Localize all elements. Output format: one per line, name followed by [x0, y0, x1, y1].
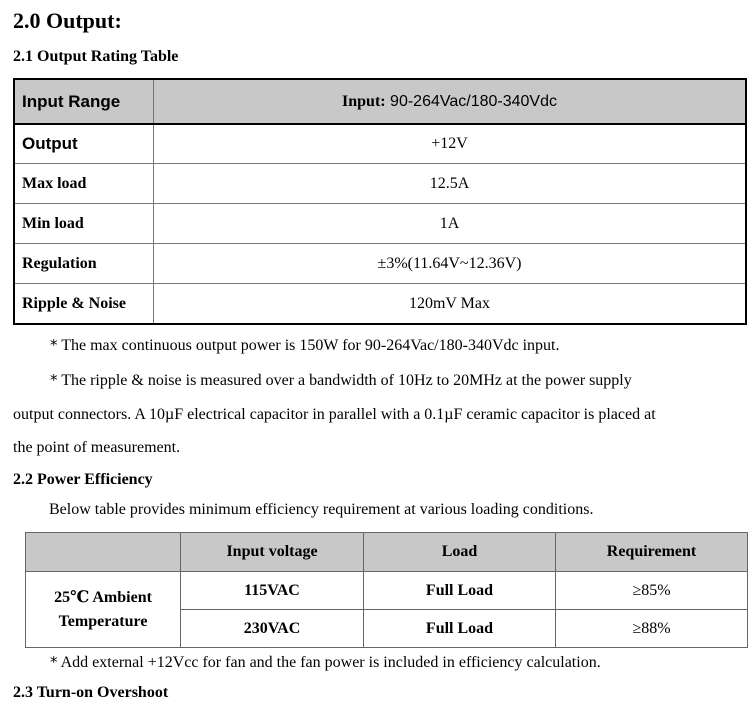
note-ripple — [50, 371, 632, 390]
input-prefix: Input: — [342, 92, 386, 110]
rating-header-row — [14, 79, 746, 124]
row-label: Max load — [14, 164, 154, 204]
asterisk-icon: * — [50, 371, 58, 389]
input-range-value — [154, 79, 747, 124]
asterisk-icon: * — [50, 653, 58, 671]
header-requirement: Requirement — [556, 533, 748, 572]
condition-line: Temperature — [58, 612, 148, 630]
efficiency-heading: 2.2 Power Efficiency — [13, 471, 153, 488]
load-cell: Full Load — [364, 610, 556, 648]
voltage-cell: 115VAC — [181, 572, 364, 610]
efficiency-header-row — [26, 533, 748, 572]
efficiency-intro: Below table provides minimum efficiency requirement at various loading conditions. — [49, 501, 594, 518]
rating-heading: 2.1 Output Rating Table — [13, 48, 179, 65]
ambient-condition — [26, 572, 181, 648]
note-text: The ripple & noise is measured over a bandwidth of 10Hz to 20MHz at the power supply — [57, 372, 632, 389]
input-range-label: Input Range — [14, 79, 154, 124]
header-blank — [26, 533, 181, 572]
load-cell: Full Load — [364, 572, 556, 610]
table-row — [14, 244, 746, 284]
table-row — [14, 124, 746, 164]
asterisk-icon: * — [50, 336, 58, 354]
requirement-cell: ≥85% — [556, 572, 748, 610]
input-range-text: 90-264Vac/180-340Vdc — [385, 92, 557, 110]
note-ripple-line3: the point of measurement. — [13, 439, 181, 456]
condition-line: 25℃ Ambient — [54, 588, 152, 606]
table-row — [14, 204, 746, 244]
table-row — [26, 572, 748, 610]
note-text: Add external +12Vcc for fan and the fan power is included in efficiency calculation. — [57, 654, 601, 671]
table-row — [14, 284, 746, 325]
row-value: 12.5A — [154, 164, 747, 204]
voltage-cell: 230VAC — [181, 610, 364, 648]
output-rating-table — [13, 78, 747, 325]
row-label: Ripple & Noise — [14, 284, 154, 325]
next-heading: 2.3 Turn-on Overshoot — [13, 684, 169, 701]
row-label: Regulation — [14, 244, 154, 284]
row-value: 120mV Max — [154, 284, 747, 325]
note-fan — [50, 653, 601, 672]
table-row — [14, 164, 746, 204]
header-input-voltage: Input voltage — [181, 533, 364, 572]
row-value: 1A — [154, 204, 747, 244]
efficiency-table — [25, 532, 748, 648]
row-label: Output — [14, 124, 154, 164]
header-load: Load — [364, 533, 556, 572]
section-title: 2.0 Output: — [13, 8, 122, 33]
note-text: The max continuous output power is 150W for 90-264Vac/180-340Vdc input. — [57, 337, 560, 354]
note-ripple-line2: output connectors. A 10µF electrical capacitor in parallel with a 0.1µF ceramic capacitor is placed at — [13, 406, 656, 423]
note-max-power — [50, 336, 560, 355]
requirement-cell: ≥88% — [556, 610, 748, 648]
row-value: ±3%(11.64V~12.36V) — [154, 244, 747, 284]
row-label: Min load — [14, 204, 154, 244]
row-value: +12V — [154, 124, 747, 164]
